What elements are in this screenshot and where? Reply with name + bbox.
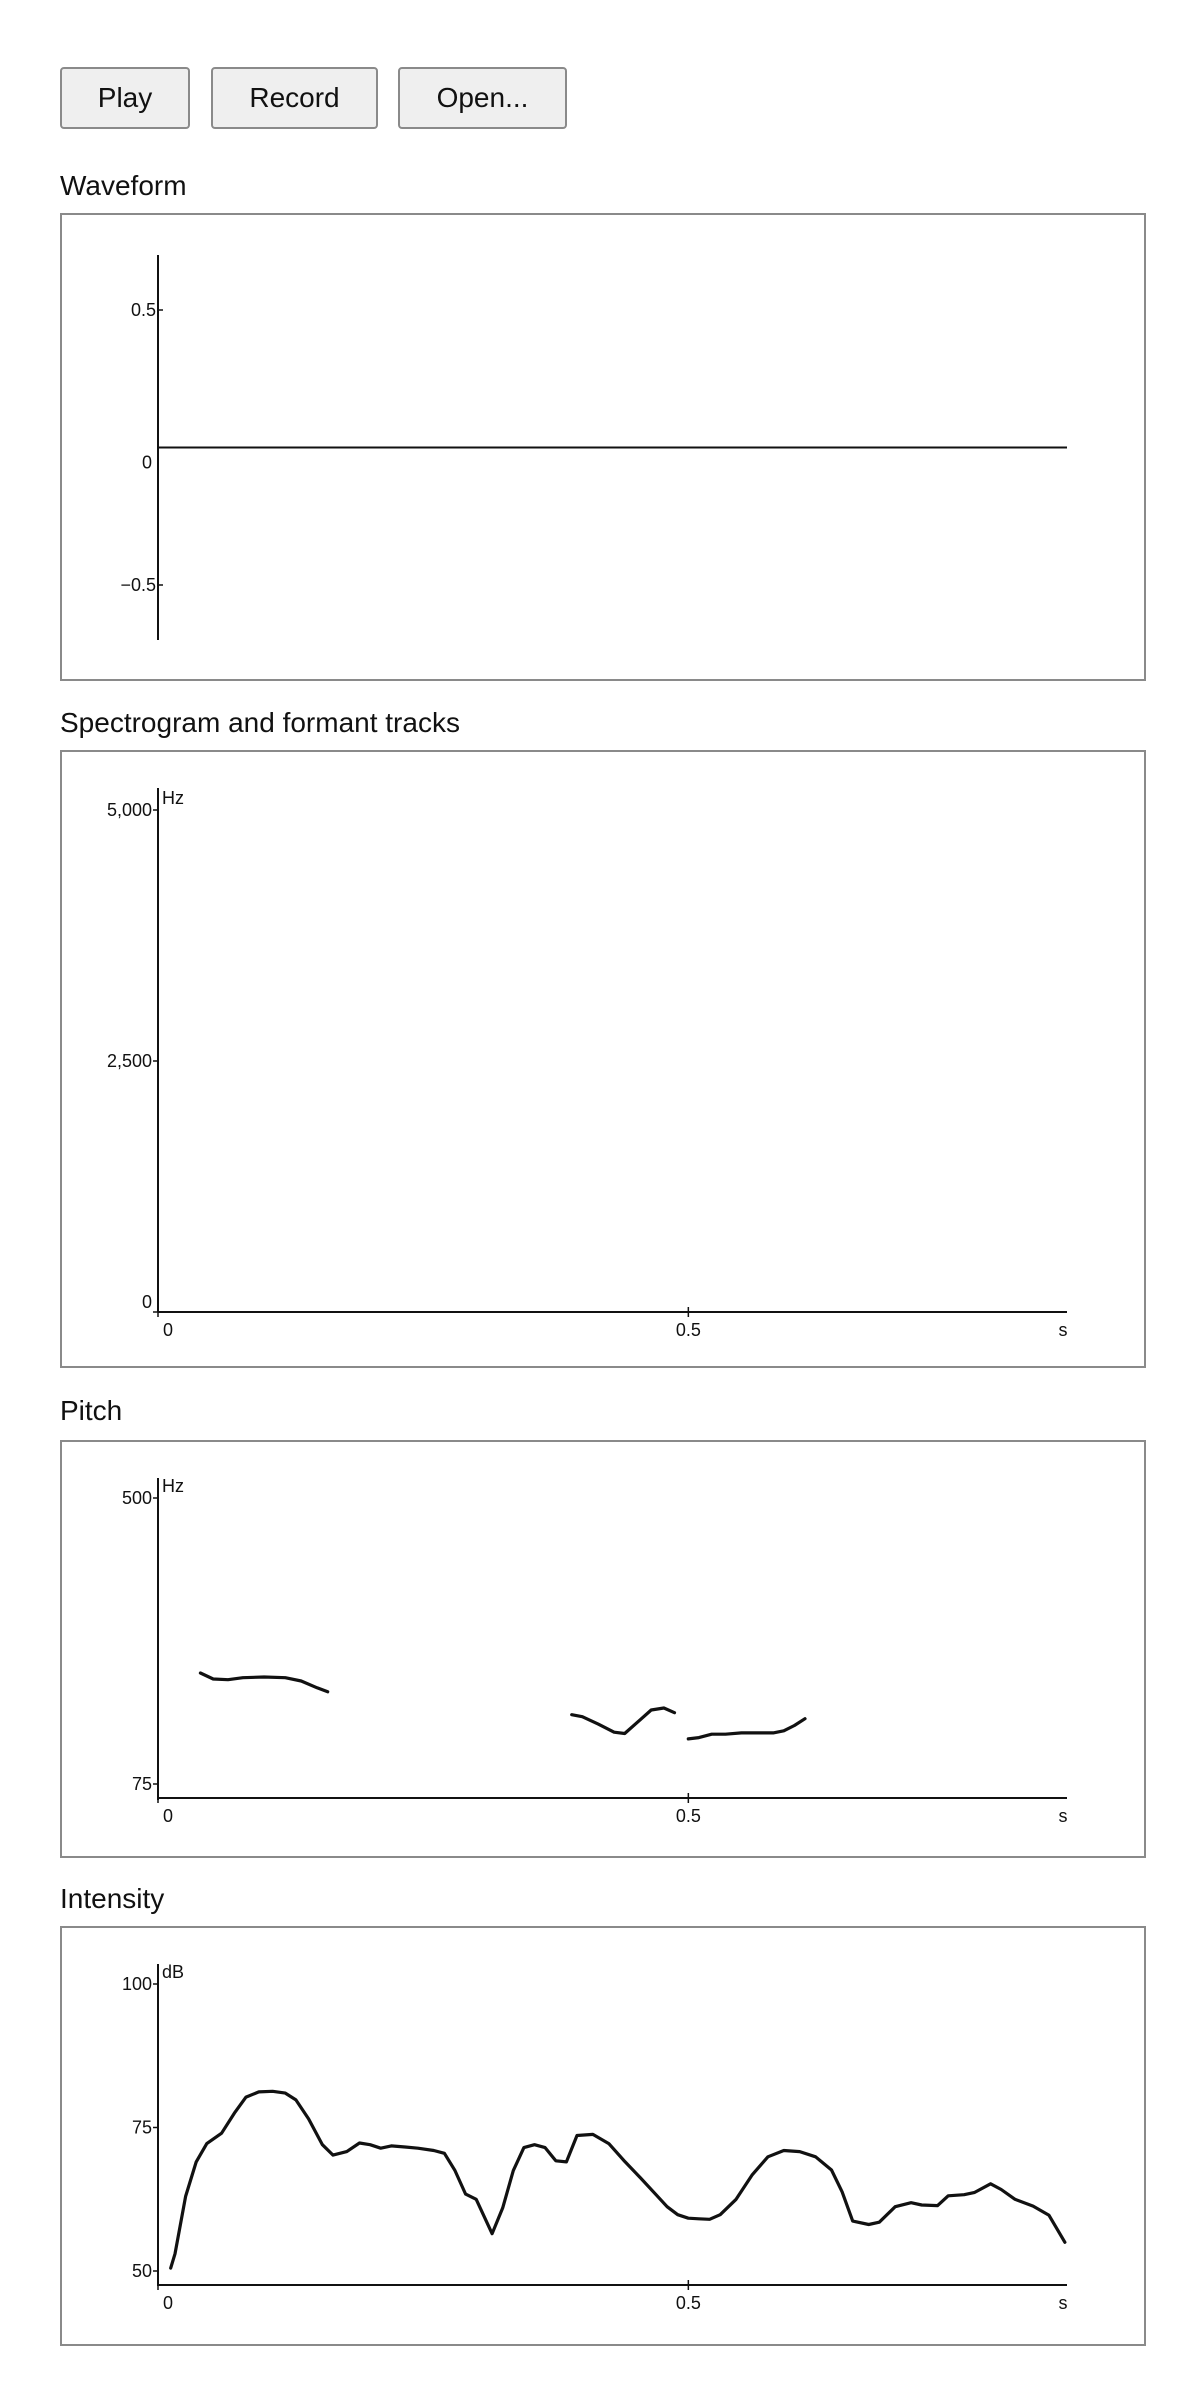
spectrogram-panel[interactable] <box>60 750 1146 1368</box>
y-tick-label: 5,000 <box>106 800 152 820</box>
pitch-axes <box>122 1476 1068 1826</box>
x-unit-label: s <box>1058 1320 1068 1340</box>
x-tick-label: 0 <box>162 2293 174 2313</box>
y-unit-label: dB <box>162 1962 185 1982</box>
pitch-chart <box>62 1442 1148 1860</box>
open-button[interactable]: Open... <box>398 67 567 129</box>
spectrogram-chart <box>62 752 1148 1370</box>
waveform-chart <box>62 215 1148 683</box>
pitch-track-2 <box>572 1708 675 1734</box>
intensity-chart <box>62 1928 1148 2348</box>
y-unit-label: Hz <box>162 1476 184 1496</box>
spectrogram-title: Spectrogram and formant tracks <box>60 707 460 738</box>
y-tick-label: 75 <box>131 2117 152 2138</box>
x-unit-label: s <box>1058 2293 1068 2313</box>
y-tick-label: 500 <box>121 1488 152 1508</box>
y-tick-label: 0 <box>141 452 152 473</box>
x-tick-label: 0 <box>162 1320 174 1340</box>
x-tick-label: 0 <box>162 1806 174 1826</box>
x-tick-label: 0.5 <box>675 2293 701 2313</box>
x-tick-label: 0.5 <box>675 1320 701 1340</box>
y-tick-label: 100 <box>121 1974 152 1994</box>
y-unit-label: Hz <box>162 788 184 808</box>
pitch-title: Pitch <box>60 1395 123 1426</box>
pitch-track-3 <box>688 1719 805 1739</box>
waveform-title: Waveform <box>60 170 187 201</box>
y-tick-label: 75 <box>131 1774 152 1794</box>
intensity-panel[interactable] <box>60 1926 1146 2346</box>
waveform-axes <box>120 255 163 640</box>
y-tick-label: 2,500 <box>106 1051 152 1071</box>
y-tick-label: −0.5 <box>120 575 156 595</box>
pitch-track-1 <box>200 1673 327 1692</box>
y-tick-label: 50 <box>131 2261 152 2281</box>
x-unit-label: s <box>1058 1806 1068 1826</box>
intensity-title: Intensity <box>60 1883 165 1914</box>
y-tick-label: 0 <box>141 1292 152 1312</box>
waveform-panel[interactable] <box>60 213 1146 681</box>
y-tick-label: 0.5 <box>130 300 156 320</box>
x-tick-label: 0.5 <box>675 1806 701 1826</box>
play-button[interactable]: Play <box>60 67 190 129</box>
record-button[interactable]: Record <box>211 67 378 129</box>
pitch-panel[interactable] <box>60 1440 1146 1858</box>
intensity-track-1 <box>171 2091 1065 2268</box>
spectrogram-axes <box>107 788 1068 1340</box>
intensity-axes <box>122 1962 1068 2313</box>
